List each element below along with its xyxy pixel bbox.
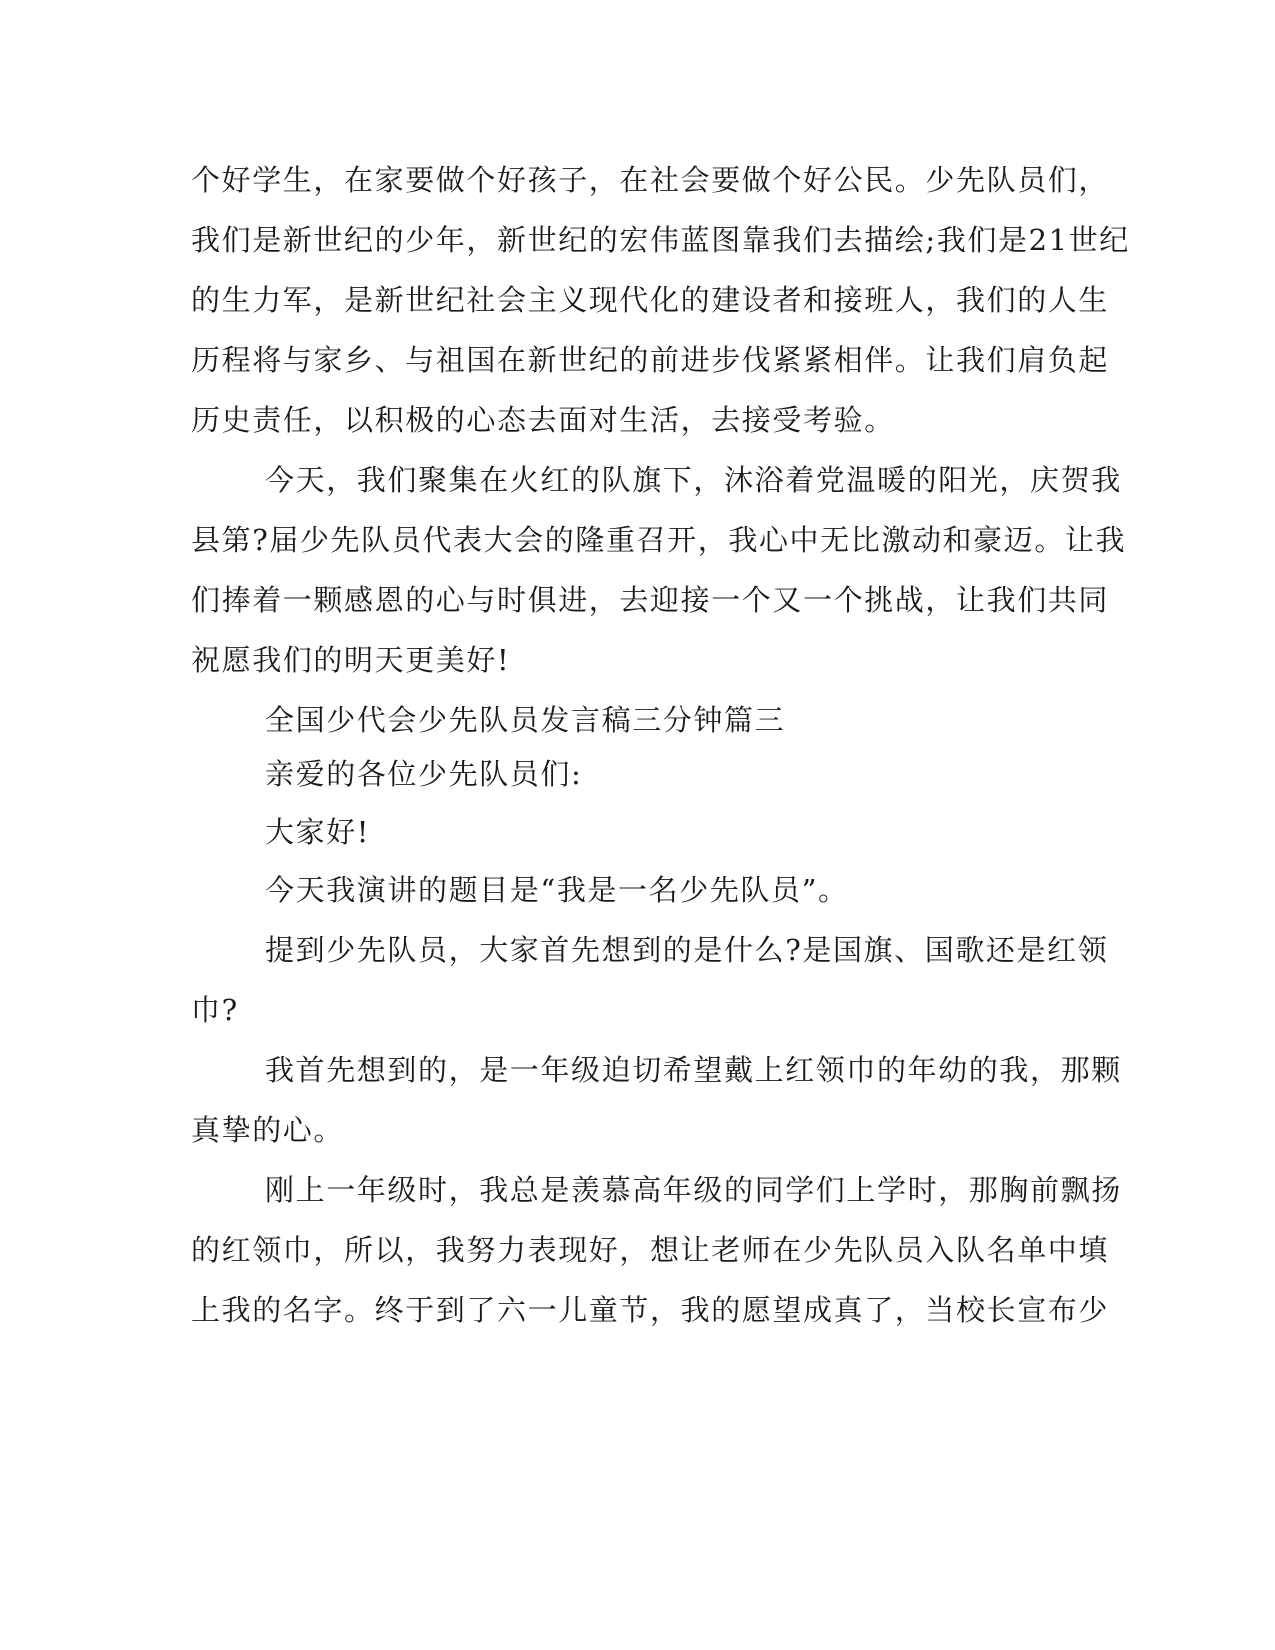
text-line: 的红领巾，所以，我努力表现好，想让老师在少先队员入队名单中填 [191,1233,1110,1267]
text-line: 的生力军，是新世纪社会主义现代化的建设者和接班人，我们的人生 [191,283,1110,317]
text-line: 上我的名字。终于到了六一儿童节，我的愿望成真了，当校长宣布少 [191,1293,1110,1327]
paragraph-start-line: 我首先想到的，是一年级迫切希望戴上红领巾的年幼的我，那颗 [265,1053,1122,1087]
text-line: 我们是新世纪的少年，新世纪的宏伟蓝图靠我们去描绘;我们是21世纪 [191,223,1130,257]
text-line: 真挚的心。 [191,1113,345,1147]
paragraph-start-line: 今天，我们聚集在火红的队旗下，沐浴着党温暖的阳光，庆贺我 [265,463,1122,497]
greeting-line: 大家好! [265,815,371,849]
text-line: 历史责任，以积极的心态去面对生活，去接受考验。 [191,403,895,437]
text-line: 县第?届少先队员代表大会的隆重召开，我心中无比激动和豪迈。让我 [191,523,1127,557]
text-line: 们捧着一颗感恩的心与时俱进，去迎接一个又一个挑战，让我们共同 [191,583,1110,617]
text-line: 个好学生，在家要做个好孩子，在社会要做个好公民。少先队员们， [191,163,1110,197]
paragraph-start-line: 提到少先队员，大家首先想到的是什么?是国旗、国歌还是红领 [265,933,1109,967]
salutation-line: 亲爱的各位少先队员们: [265,757,583,791]
text-line: 祝愿我们的明天更美好! [191,643,511,677]
text-line: 巾? [191,993,239,1027]
text-line: 历程将与家乡、与祖国在新世纪的前进步伐紧紧相伴。让我们肩负起 [191,343,1110,377]
paragraph-start-line: 今天我演讲的题目是“我是一名少先队员”。 [265,873,849,907]
section-heading: 全国少代会少先队员发言稿三分钟篇三 [265,703,786,737]
paragraph-start-line: 刚上一年级时，我总是羡慕高年级的同学们上学时，那胸前飘扬 [265,1173,1122,1207]
